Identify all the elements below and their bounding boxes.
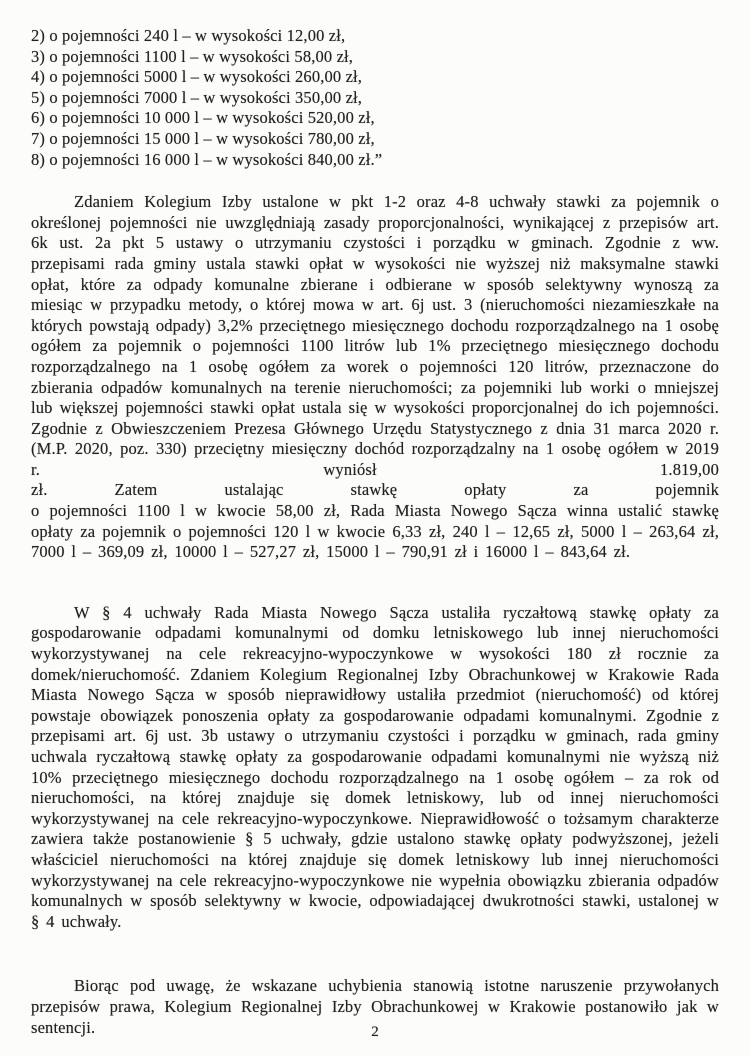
fee-list-item: 8) o pojemności 16 000 l – w wysokości 840,00 zł.” — [31, 149, 383, 169]
fee-list-item: 6) o pojemności 10 000 l – w wysokości 520,00 zł, — [31, 108, 375, 128]
paragraph-segment: o pojemności 1100 l w kwocie 58,00 zł, Rada Miasta Nowego Sącza winna ustalić stawkę opłaty za pojemnik o pojemności 120 l w kwocie 6,33 zł, 240 l – 12,65 zł, 5000 l – 263,64 zł, 7000 l – 369,09 zł, 10000 l – 527,27 zł, 15000 l – 790,91 zł i 16000 l – 843,64 zł. — [31, 501, 719, 562]
paragraph-segment: W § 4 uchwały Rada Miasta Nowego Sącza ustaliła ryczałtową stawkę opłaty za gospodarowanie odpadami komunalnymi od domku letniskowego lub innej nieruchomości wykorzystywanej na cele rekreacyjno-wypoczynkowe w wysokości 180 zł rocznie za domek/nieruchomość. Zdaniem Kolegium Regionalnej Izby Obrachunkowej w Krakowie Rada Miasta Nowego Sącza w sposób nieprawidłowy ustaliła przedmiot (nieruchomość) od której powstaje obowiązek ponoszenia opłaty za gospodarowanie odpadami komunalnymi. Zgodnie z przepisami art. 6j ust. 3b ustawy o utrzymaniu czystości i porządku w gminach, rada gminy uchwala ryczałtową stawkę opłaty za gospodarowanie odpadami komunalnymi nie wyższą niż 10% przeciętnego miesięcznego dochodu rozporządzalnego na 1 osobę ogółem – za rok od nieruchomości, na której znajduje się domek letniskowy, lub od innej nieruchomości wykorzystywanej na cele rekreacyjno-wypoczynkowe. Nieprawidłowość o tożsamym charakterze zawiera także postanowienie § 5 uchwały, gdzie ustalono stawkę opłaty podwyższonej, jeżeli właściciel nieruchomości na której znajduje się domek letniskowy lub innej nieruchomości wykorzystywanej na cele rekreacyjno-wypoczynkowe nie wypełnia obowiązku zbierania odpadów komunalnych w sposób selektywny w kwocie, odpowiadającej dwukrotności stawki, ustalonej w § 4 uchwały. — [31, 602, 719, 931]
fee-list-item: 3) o pojemności 1100 l – w wysokości 58,00 zł, — [31, 46, 354, 66]
paragraph-summer-house-fee — [31, 603, 719, 933]
paragraph-segment-stretched-line: zł. Zatem ustalając stawkę opłaty za pojemnik — [31, 480, 719, 500]
fee-list-item: 4) o pojemności 5000 l – w wysokości 260,00 zł, — [31, 67, 363, 87]
container-fee-list — [31, 26, 719, 170]
fee-list-item: 2) o pojemności 240 l – w wysokości 12,00 zł, — [31, 26, 346, 45]
page-number: 2 — [371, 1024, 379, 1041]
fee-list-item: 5) o pojemności 7000 l – w wysokości 350,00 zł, — [31, 87, 363, 107]
fee-list-item: 7) o pojemności 15 000 l – w wysokości 780,00 zł, — [31, 128, 375, 148]
paragraph-segment: Zdaniem Kolegium Izby ustalone w pkt 1-2 oraz 4-8 uchwały stawki za pojemnik o określonej pojemności nie uwzględniają zasady proporcjonalności, wynikającej z przepisów art. 6k ust. 2a pkt 5 ustawy o utrzymaniu czystości i porządku w gminach. Zgodnie z ww. przepisami rada gminy ustala stawki opłat w wysokości nie wyższej niż maksymalne stawki opłat, które za odpady komunalne zbierane i odbierane w sposób selektywny wynoszą za miesiąc w przypadku metody, o której mowa w art. 6j ust. 3 (nieruchomości niezamieszkałe na których powstają odpady) 3,2% przeciętnego miesięcznego dochodu rozporządzalnego na 1 osobę ogółem za pojemnik o pojemności 1100 litrów lub 1% przeciętnego miesięcznego dochodu rozporządzalnego na 1 osobę ogółem za worek o pojemności 120 litrów, przeznaczone do zbierania odpadów komunalnych na terenie nieruchomości; za pojemniki lub worki o mniejszej lub większej pojemności stawki opłat ustala się w wysokości proporcjonalnej do ich pojemności. Zgodnie z Obwieszczeniem Prezesa Głównego Urzędu Statystycznego z dnia 31 marca 2020 r. (M.P. 2020, poz. 330) przeciętny miesięczny dochód rozporządzalny na 1 osobę ogółem w 2019 r. wyniósł 1.819,00 — [31, 192, 719, 479]
paragraph-segment: Biorąc pod uwagę, że wskazane uchybienia stanowią istotne naruszenie przywołanych przepisów prawa, Kolegium Regionalnej Izby Obrachunkowej w Krakowie postanowiło jak w sentencji. — [31, 976, 719, 1037]
paragraph-proportionality — [31, 192, 719, 563]
